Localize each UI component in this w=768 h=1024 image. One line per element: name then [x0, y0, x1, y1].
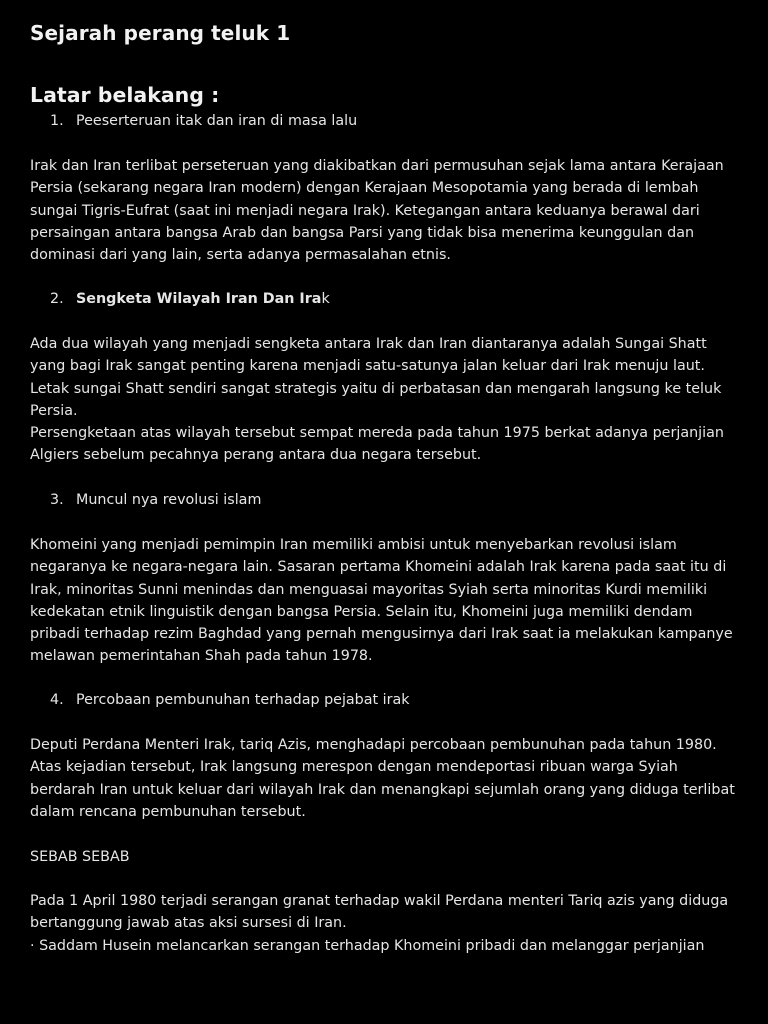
paragraph-6: [30, 890, 728, 957]
paragraph-line: dominasi dari yang lain, serta adanya permasalahan etnis.: [30, 247, 451, 264]
paragraph-line: yang bagi Irak sangat penting karena menjadi satu-satunya jalan keluar dari Irak menuju laut.: [30, 358, 705, 375]
paragraph-line: Persengketaan atas wilayah tersebut sempat mereda pada tahun 1975 berkat adanya perjanjian: [30, 425, 724, 442]
list-number: 4.: [50, 692, 64, 708]
paragraph-2: [30, 333, 724, 467]
paragraph-line: Deputi Perdana Menteri Irak, tariq Azis, menghadapi percobaan pembunuhan pada tahun 1980.: [30, 737, 717, 753]
list-item-1: [50, 113, 357, 129]
list-number: 3.: [50, 492, 64, 508]
paragraph-line: persaingan antara bangsa Arab dan bangsa Parsi yang tidak bisa menerima keunggulan dan: [30, 224, 695, 241]
paragraph-line: bertanggung jawab atas aksi sursesi di Iran.: [30, 915, 347, 932]
list-item-4: [50, 692, 410, 708]
paragraph-3: [30, 534, 733, 668]
paragraph-5: [30, 846, 130, 868]
paragraph-line: sungai Tigris-Eufrat (saat ini menjadi negara Irak). Ketegangan antara keduanya berawal dari: [30, 202, 700, 219]
paragraph-line: berdarah Iran untuk keluar dari wilayah Irak dan menangkapi sejumlah orang yang diduga terlibat: [30, 781, 735, 798]
section-label: SEBAB SEBAB: [30, 849, 130, 865]
paragraph-line: Khomeini yang menjadi pemimpin Iran memiliki ambisi untuk menyebarkan revolusi islam: [30, 537, 677, 553]
paragraph-line: negaranya ke negara-negara lain. Sasaran pertama Khomeini adalah Irak karena pada saat itu di: [30, 559, 727, 576]
list-item-text-bold: Sengketa Wilayah Iran Dan Ira: [76, 291, 322, 307]
paragraph-line: pribadi terhadap rezim Baghdad yang pernah mengusirnya dari Irak saat ia melakukan kampanye: [30, 626, 733, 643]
list-number: 2.: [50, 291, 64, 307]
list-item-text: Muncul nya revolusi islam: [76, 492, 262, 508]
section-heading: Latar belakang :: [30, 83, 220, 107]
paragraph-1: [30, 155, 724, 266]
list-number: 1.: [50, 113, 64, 129]
list-item-3: [50, 492, 261, 508]
paragraph-4: [30, 734, 735, 823]
document-title: Sejarah perang teluk 1: [30, 21, 291, 45]
list-item-text: Peeserteruan itak dan iran di masa lalu: [76, 113, 358, 129]
paragraph-line: Irak dan Iran terlibat perseteruan yang diakibatkan dari permusuhan sejak lama antara Kerajaan: [30, 158, 724, 174]
paragraph-line: Persia (sekarang negara Iran modern) dengan Kerajaan Mesopotamia yang berada di lembah: [30, 180, 699, 197]
paragraph-line: Atas kejadian tersebut, Irak langsung merespon dengan mendeportasi ribuan warga Syiah: [30, 759, 678, 776]
paragraph-line: Pada 1 April 1980 terjadi serangan granat terhadap wakil Perdana menteri Tariq azis yang diduga: [30, 893, 729, 909]
list-item-text-tail: k: [321, 291, 330, 307]
paragraph-line: Algiers sebelum pecahnya perang antara dua negara tersebut.: [30, 447, 482, 464]
paragraph-line: Persia.: [30, 402, 78, 419]
paragraph-line: Ada dua wilayah yang menjadi sengketa antara Irak dan Iran diantaranya adalah Sungai Shatt: [30, 336, 707, 352]
paragraph-line: · Saddam Husein melancarkan serangan terhadap Khomeini pribadi dan melanggar perjanjian: [30, 937, 705, 954]
paragraph-line: Irak, minoritas Sunni menindas dan menguasai mayoritas Syiah serta minoritas Kurdi memiliki: [30, 581, 708, 598]
paragraph-line: kedekatan etnik linguistik dengan bangsa Persia. Selain itu, Khomeini juga memiliki dendam: [30, 603, 693, 620]
paragraph-line: melawan pemerintahan Shah pada tahun 1978.: [30, 648, 373, 665]
list-item-text: Percobaan pembunuhan terhadap pejabat irak: [76, 692, 410, 708]
paragraph-line: dalam rencana pembunuhan tersebut.: [30, 803, 306, 820]
list-item-2: [50, 291, 330, 307]
paragraph-line: Letak sungai Shatt sendiri sangat strategis yaitu di perbatasan dan mengarah langsung ke teluk: [30, 380, 722, 397]
